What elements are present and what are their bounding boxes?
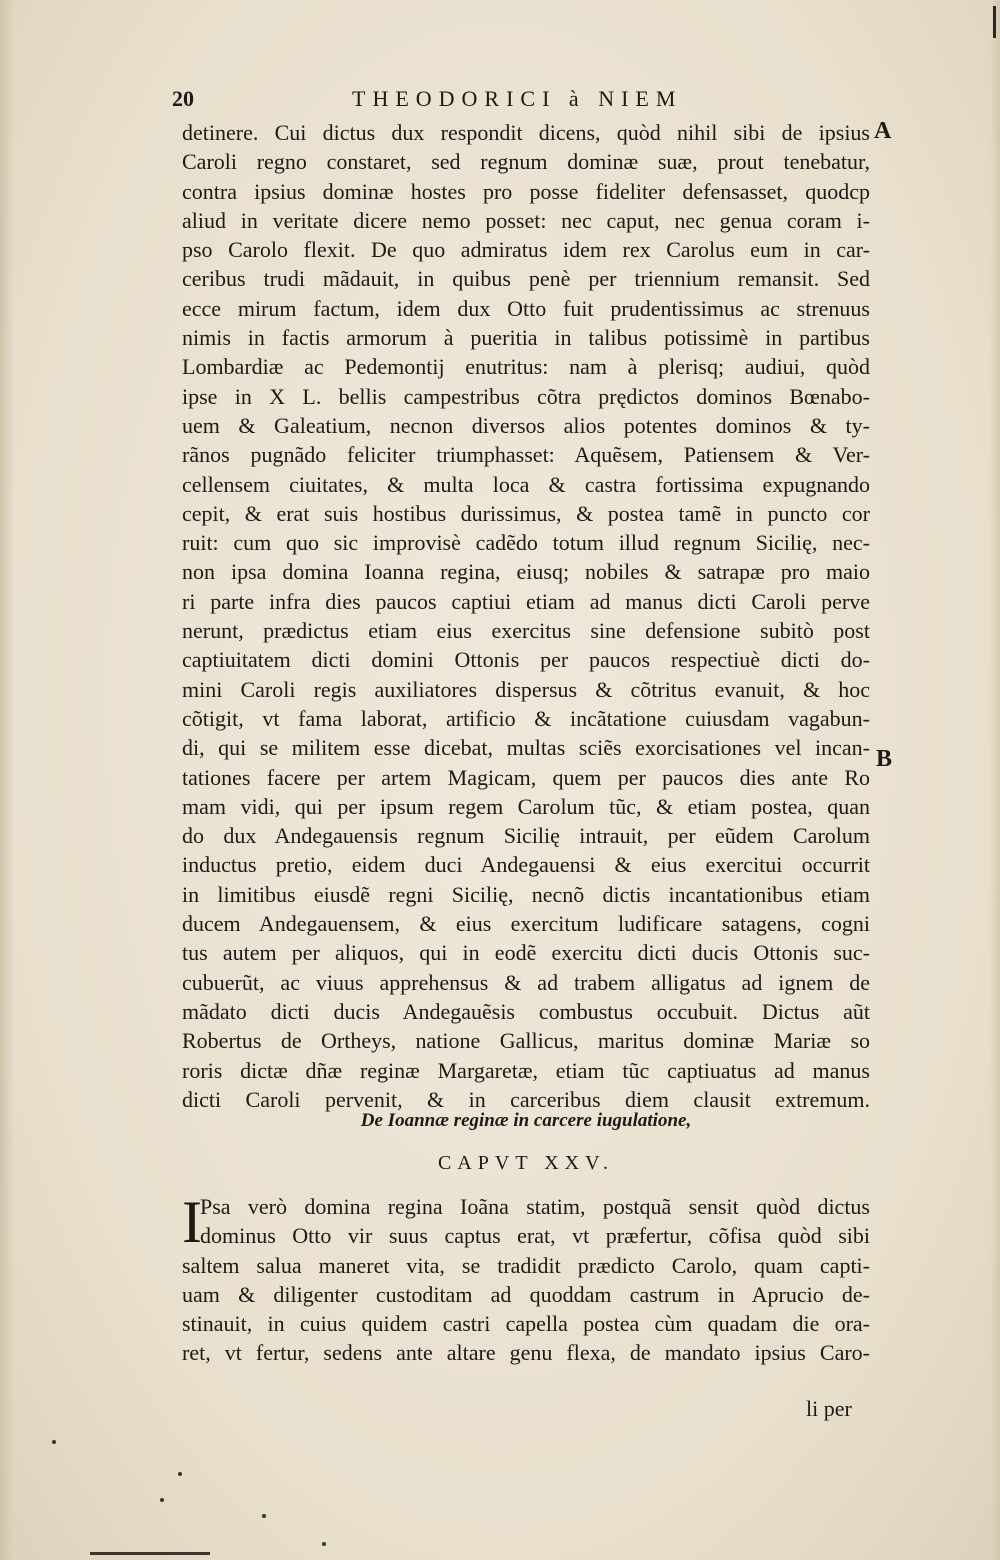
drop-cap: I: [182, 1189, 202, 1255]
text-line: ducem Andegauensem, & eius exercitum ludificare satagens, cogni: [182, 911, 870, 937]
chapter-text: [182, 1189, 870, 1368]
text-line: ret, vt fertur, sedens ante altare genu flexa, de mandato ipsius Caro-: [182, 1340, 870, 1366]
running-head: THEODORICI à NIEM: [352, 86, 683, 111]
text-line: ruit: cum quo sic improvisè cadẽdo totum illud regnum Sicilię, nec-: [182, 530, 870, 556]
text-line: cellensem ciuitates, & multa loca & castra fortissima expugnando: [182, 471, 870, 497]
body-text: [182, 118, 870, 1114]
text-line: detinere. Cui dictus dux respondit dicens, quòd nihil sibi de ipsius: [182, 120, 870, 145]
text-line: cepit, & erat suis hostibus durissimus, & postea tamẽ in puncto cor: [182, 500, 870, 526]
text-line: mãdato dicti ducis Andegauẽsis combustus occubuit. Dictus aũt: [182, 998, 870, 1024]
margin-letter-b: B: [876, 746, 893, 772]
ink-speck: [160, 1498, 164, 1502]
text-line: nimis in factis armorum à pueritia in talibus potissimè in partibus: [182, 325, 870, 351]
text-line: contra ipsius dominæ hostes pro posse fideliter defensasset, quodcp: [182, 178, 870, 204]
text-line: ecce mirum factum, idem dux Otto fuit prudentissimus ac strenuus: [182, 295, 870, 321]
text-line: rãnos pugnãdo feliciter triumphasset: Aquẽsem, Patiensem & Ver-: [182, 442, 870, 468]
text-line: Robertus de Ortheys, natione Gallicus, maritus dominæ Mariæ so: [182, 1028, 870, 1054]
text-line: ipse in X L. bellis campestribus cõtra prędictos dominos Bœnabo-: [182, 383, 870, 409]
text-line: mini Caroli regis auxiliatores dispersus & cõtritus evanuit, & hoc: [182, 676, 870, 702]
edge-mark: [993, 6, 996, 38]
text-line: captiuitatem dicti domini Ottonis per paucos respectiuè dicti do-: [182, 647, 870, 673]
page-edge-shadow: [990, 0, 1000, 1560]
text-line: mam vidi, qui per ipsum regem Carolum tũc, & etiam postea, quan: [182, 793, 870, 819]
text-line: uam & diligenter custoditam ad quoddam castrum in Aprucio de-: [182, 1281, 870, 1307]
text-line: non ipsa domina Ioanna regina, eiusq; nobiles & satrapæ pro maio: [182, 559, 870, 585]
text-line: stinauit, in cuius quidem castri capella postea cùm quadam die ora-: [182, 1311, 870, 1337]
text-line: cubuerũt, ac viuus apprehensus & ad trabem alligatus ad ignem de: [182, 969, 870, 995]
ink-speck: [322, 1542, 326, 1546]
ink-speck: [178, 1472, 182, 1476]
text-line: Lombardiæ ac Pedemontij enutritus: nam à plerisq; audiui, quòd: [182, 354, 870, 380]
text-line: uem & Galeatium, necnon diversos alios potentes dominos & ty-: [182, 412, 870, 438]
text-line: cõtigit, vt fama laborat, artificio & incãtatione cuiusdam vagabun-: [182, 705, 870, 731]
ink-speck: [52, 1440, 56, 1444]
text-line: dicti Caroli pervenit, & in carceribus diem clausit extremum.: [182, 1086, 870, 1112]
page-header: [172, 86, 872, 116]
text-line: in limitibus eiusdẽ regni Sicilię, necnõ dictis incantationibus etiam: [182, 881, 870, 907]
margin-letter-a: A: [874, 118, 892, 144]
text-line: saltem salua maneret vita, se tradidit prædicto Carolo, quam capti-: [182, 1252, 870, 1278]
text-line: tationes facere per artem Magicam, quem per paucos dies ante Ro: [182, 764, 870, 790]
text-line: aliud in veritate dicere nemo posset: nec caput, nec genua coram i-: [182, 207, 870, 233]
text-line: roris dictæ dñæ reginæ Margaretæ, etiam tũc captiuatus ad manus: [182, 1057, 870, 1083]
text-line: ceribus trudi mãdauit, in quibus penè per triennium remansit. Sed: [182, 266, 870, 292]
text-line: Psa verò domina regina Ioãna statim, postquã sensit quòd dictus: [200, 1194, 870, 1219]
gutter-shadow: [0, 0, 14, 1560]
page-number: 20: [172, 86, 194, 111]
text-line: pso Carolo flexit. De quo admiratus idem rex Carolus eum in car-: [182, 237, 870, 263]
text-line: inductus pretio, eidem duci Andegauensi & eius exercitui occurrit: [182, 852, 870, 878]
text-line: di, qui se militem esse dicebat, multas sciẽs exorcisationes vel incan-: [182, 735, 870, 761]
text-line: ri parte infra dies paucos captiui etiam ad manus dicti Caroli perve: [182, 588, 870, 614]
text-line: Caroli regno constaret, sed regnum dominæ suæ, prout tenebatur,: [182, 149, 870, 175]
text-line: do dux Andegauensis regnum Sicilię intrauit, per eũdem Carolum: [182, 823, 870, 849]
text-line: tus autem per aliquos, qui in eodẽ exercitu dicti ducis Ottonis suc-: [182, 940, 870, 966]
chapter-subtitle: De Ioannæ reginæ in carcere iugulatione,: [360, 1110, 692, 1131]
text-line: nerunt, prædictus etiam eius exercitus sine defensione subitò post: [182, 618, 870, 644]
chapter-heading: CAPVT XXV.: [438, 1152, 614, 1174]
text-line: dominus Otto vir suus captus erat, vt præfertur, cõfisa quòd sibi: [200, 1223, 870, 1249]
ink-speck: [262, 1514, 266, 1518]
bottom-edge-mark: [90, 1552, 210, 1555]
catchword: li per: [806, 1396, 852, 1421]
